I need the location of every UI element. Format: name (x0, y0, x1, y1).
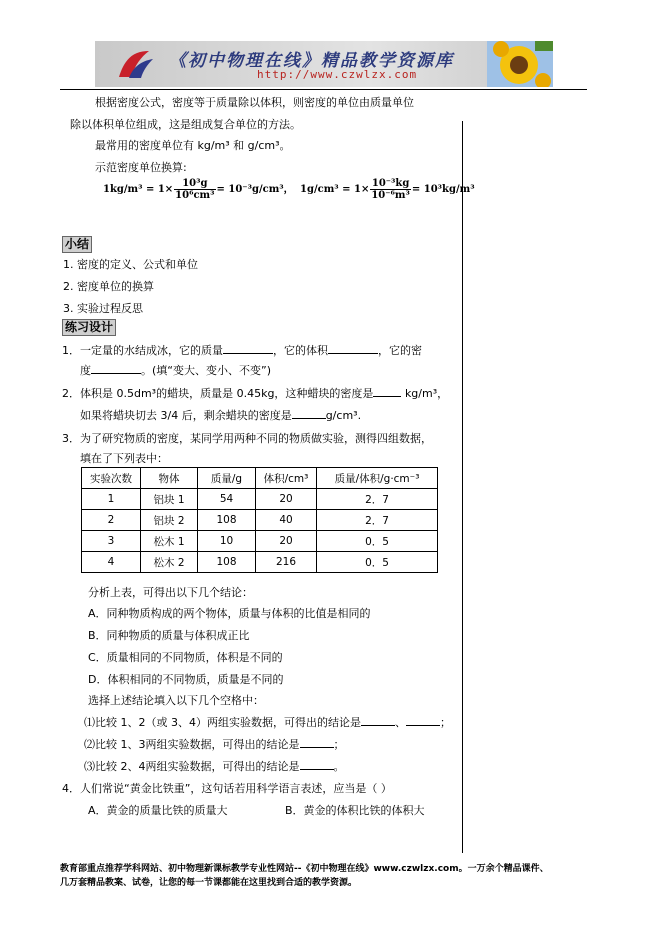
formula-g-per-cm3 (300, 178, 475, 201)
formula-kg-per-m3 (103, 178, 294, 201)
q1-blank-density[interactable] (91, 373, 141, 374)
footer-line-2: 几万套精品教案、试卷，让您的每一节课都能在这里找到合适的教学资源。 (60, 878, 358, 888)
option-b: B．同种物质的质量与体积成正比 (88, 629, 250, 642)
question-4-option-a: A．黄金的质量比铁的质量大 (88, 804, 228, 817)
table-cell: 松木 1 (141, 531, 198, 552)
fill-question-2 (84, 736, 345, 752)
table-cell: 铝块 1 (141, 489, 198, 510)
q1-text-b: ，它的体积 (273, 344, 328, 357)
question-3-line-1: 3．为了研究物质的密度，某同学用两种不同的物质做实验，测得四组数据， (62, 432, 432, 445)
summary-item: 1. 密度的定义、公式和单位 (63, 258, 198, 271)
fill-1-blank-b[interactable] (406, 725, 440, 726)
question-2-line-1 (62, 385, 448, 401)
q1-text-a: 1．一定量的水结成冰，它的质量 (62, 344, 223, 357)
formula-1-denominator: 10⁶cm³ (175, 190, 215, 201)
analysis-prompt: 分析上表，可得出以下几个结论： (88, 586, 253, 599)
margin-rule (462, 121, 463, 853)
fill-1-text: ⑴比较 1、2（或 3、4）两组实验数据，可得出的结论是 (84, 716, 361, 729)
formula-2-lhs: 1g/cm³ = 1× (300, 184, 370, 195)
fill-1-end: ； (440, 716, 451, 729)
formula-1-numerator: 10³g (174, 178, 215, 190)
summary-heading: 小结 (62, 236, 92, 253)
table-row (82, 489, 438, 510)
intro-line-4: 示范密度单位换算: (95, 161, 187, 174)
table-cell: 3 (82, 531, 141, 552)
option-d: D．体积相同的不同物质，质量是不同的 (88, 673, 284, 686)
q2-text-a: 2．体积是 0.5dm³的蜡块，质量是 0.45kg，这种蜡块的密度是 (62, 387, 374, 400)
fill-2-end: ； (333, 738, 345, 751)
question-2-line-2 (80, 407, 361, 423)
table-cell: 2 (82, 510, 141, 531)
table-header-cell: 物体 (141, 468, 198, 489)
question-1-line-1 (62, 342, 422, 358)
header-rule (60, 89, 587, 90)
intro-line-2: 除以体积单位组成，这是组成复合单位的方法。 (70, 118, 301, 131)
q1-text-c: ，它的密 (378, 344, 422, 357)
banner-title: 《初中物理在线》精品教学资源库 (169, 51, 454, 71)
table-cell: 20 (256, 489, 317, 510)
table-cell: 1 (82, 489, 141, 510)
fill-question-3 (84, 758, 345, 774)
summary-item: 3. 实验过程反思 (63, 302, 143, 315)
q2-blank-remaining-density[interactable] (292, 418, 326, 419)
table-header-cell: 质量/体积/g·cm⁻³ (317, 468, 438, 489)
banner-url[interactable]: http://www.czwlzx.com (257, 68, 418, 81)
fill-3-end: 。 (333, 760, 345, 773)
option-c: C．质量相同的不同物质，体积是不同的 (88, 651, 283, 664)
summary-item: 2. 密度单位的换算 (63, 280, 154, 293)
table-cell: 0．5 (317, 531, 438, 552)
table-row (82, 552, 438, 573)
table-cell: 108 (198, 510, 256, 531)
q1-text-d: 度 (80, 364, 91, 377)
table-cell: 40 (256, 510, 317, 531)
table-cell: 20 (256, 531, 317, 552)
footer-line-1: 教育部重点推荐学科网站、初中物理新课标教学专业性网站--《初中物理在线》www.czwlzx.com。一万余个精品课件、 (60, 864, 549, 874)
practice-heading: 练习设计 (62, 319, 116, 336)
sunflower-icon (487, 41, 553, 87)
question-4: 4．人们常说“黄金比铁重”，这句话若用科学语言表述，应当是（ ） (62, 782, 392, 795)
q2-text-d: g/cm³. (325, 409, 362, 422)
table-cell: 铝块 2 (141, 510, 198, 531)
table-cell: 54 (198, 489, 256, 510)
table-row (82, 510, 438, 531)
q2-text-c: 如果将蜡块切去 3/4 后，剩余蜡块的密度是 (80, 409, 292, 422)
table-cell: 2．7 (317, 510, 438, 531)
table-cell: 108 (198, 552, 256, 573)
table-header-cell: 体积/cm³ (256, 468, 317, 489)
formula-1-lhs: 1kg/m³ = 1× (103, 184, 174, 195)
experiment-table (81, 467, 438, 573)
fill-2-blank[interactable] (300, 747, 334, 748)
table-row (82, 531, 438, 552)
table-cell: 10 (198, 531, 256, 552)
q2-blank-density[interactable] (373, 396, 401, 397)
intro-line-1: 根据密度公式，密度等于质量除以体积，则密度的单位由质量单位 (95, 96, 414, 109)
intro-line-3: 最常用的密度单位有 kg/m³ 和 g/cm³。 (95, 139, 291, 152)
formula-2-numerator: 10⁻³kg (371, 178, 410, 189)
question-4-option-b: B．黄金的体积比铁的体积大 (285, 804, 425, 817)
fill-3-blank[interactable] (300, 769, 334, 770)
header-banner (95, 41, 553, 87)
table-header-row (82, 468, 438, 489)
table-cell: 2．7 (317, 489, 438, 510)
q1-text-e: 。(填“变大、变小、不变”) (141, 364, 271, 377)
formula-2-rhs: = 10³kg/m³ (411, 184, 475, 195)
fill-3-text: ⑶比较 2、4两组实验数据，可得出的结论是 (84, 760, 300, 773)
option-a: A．同种物质构成的两个物体，质量与体积的比值是相同的 (88, 607, 371, 620)
formula-1-rhs: = 10⁻³g/cm³， (216, 184, 294, 195)
fill-intro: 选择上述结论填入以下几个空格中： (88, 694, 264, 707)
fill-1-blank-a[interactable] (361, 725, 395, 726)
table-cell: 4 (82, 552, 141, 573)
table-cell: 松木 2 (141, 552, 198, 573)
fill-2-text: ⑵比较 1、3两组实验数据，可得出的结论是 (84, 738, 300, 751)
fill-1-sep: 、 (395, 716, 406, 729)
table-header-cell: 实验次数 (82, 468, 141, 489)
logo-icon (115, 47, 155, 81)
formula-2-denominator: 10⁻⁶m³ (371, 190, 410, 201)
question-1-line-2 (80, 362, 271, 378)
q1-blank-mass[interactable] (223, 353, 273, 354)
table-header-cell: 质量/g (198, 468, 256, 489)
fill-question-1 (84, 714, 451, 730)
footer (60, 862, 549, 890)
q1-blank-volume[interactable] (328, 353, 378, 354)
q2-text-b: kg/m³， (404, 387, 449, 400)
question-3-line-2: 填在了下列表中： (80, 452, 168, 465)
table-cell: 0．5 (317, 552, 438, 573)
table-cell: 216 (256, 552, 317, 573)
